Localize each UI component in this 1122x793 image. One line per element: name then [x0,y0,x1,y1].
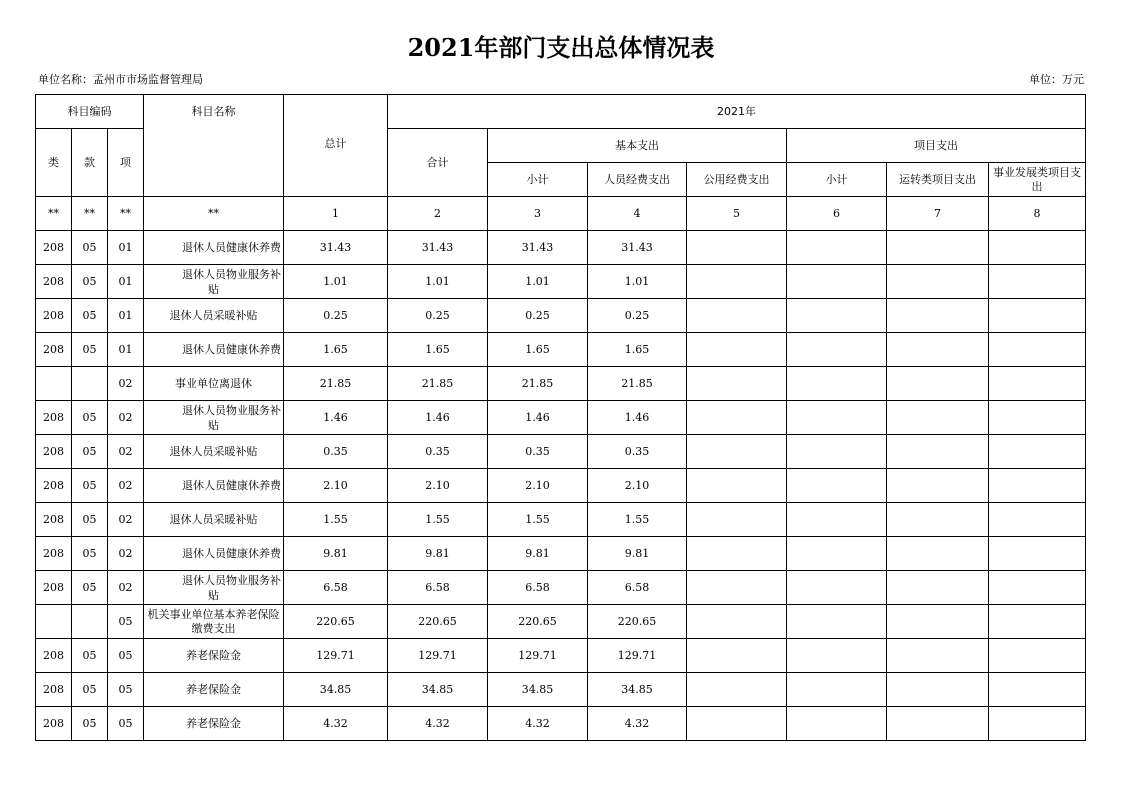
cell-lei: 208 [36,707,72,741]
cell-personnel: 0.35 [588,435,687,469]
cell-public [687,299,787,333]
cell-kuan: 05 [72,639,108,673]
cell-basic-subtotal: 2.10 [488,469,588,503]
cell-project-subtotal [787,333,887,367]
cell-subject-name [144,469,284,503]
cell-xiang: 02 [108,537,144,571]
cell-lei [36,605,72,639]
cell-lei: 208 [36,435,72,469]
cell-personnel: 129.71 [588,639,687,673]
subject-name-text: 退休人员采暖补贴 [169,308,258,322]
cell-lei: 208 [36,503,72,537]
header-basic-group: 基本支出 [488,129,787,163]
cell-xiang: 01 [108,299,144,333]
cell-project-subtotal [787,503,887,537]
cell-total: 129.71 [284,639,388,673]
cell-transfer-project [887,707,989,741]
table-row [36,673,1086,707]
cell-development-project [989,435,1086,469]
cell-public [687,605,787,639]
cell-development-project [989,571,1086,605]
cell-basic-subtotal: 1.01 [488,265,588,299]
cell-personnel: 1.01 [588,265,687,299]
cell-transfer-project [887,265,989,299]
cell-development-project [989,265,1086,299]
cell-development-project [989,537,1086,571]
header-project-subtotal: 小计 [787,163,887,197]
table-row [36,333,1086,367]
cell-kuan: 05 [72,333,108,367]
table-row [36,231,1086,265]
table-row [36,435,1086,469]
cell-total: 1.01 [284,265,388,299]
unit-name: 单位名称：孟州市市场监督管理局 [38,73,203,86]
cell-public [687,639,787,673]
cell-kuan: 05 [72,469,108,503]
cell-xiang: 01 [108,231,144,265]
index-cell: 3 [488,197,588,231]
cell-personnel: 34.85 [588,673,687,707]
cell-total: 4.32 [284,707,388,741]
header-public: 公用经费支出 [687,163,787,197]
cell-public [687,265,787,299]
cell-project-subtotal [787,605,887,639]
cell-transfer-project [887,299,989,333]
cell-heji: 1.46 [388,401,488,435]
cell-transfer-project [887,401,989,435]
cell-development-project [989,707,1086,741]
header-basic-subtotal: 小计 [488,163,588,197]
cell-xiang: 05 [108,673,144,707]
header-xiang: 项 [108,129,144,197]
subject-name-text: 退休人员物业服务补贴 [182,403,281,432]
cell-total: 21.85 [284,367,388,401]
cell-kuan: 05 [72,299,108,333]
cell-xiang: 02 [108,571,144,605]
table-row [36,469,1086,503]
cell-project-subtotal [787,401,887,435]
cell-subject-name [144,639,284,673]
expenditure-table [35,94,1086,741]
cell-lei: 208 [36,537,72,571]
cell-heji: 1.55 [388,503,488,537]
subject-name-text: 事业单位离退休 [175,376,252,390]
cell-total: 1.65 [284,333,388,367]
page-title: 2021年部门支出总体情况表 [407,33,715,62]
cell-personnel: 21.85 [588,367,687,401]
cell-kuan: 05 [72,707,108,741]
cell-total: 34.85 [284,673,388,707]
subject-name-text: 退休人员物业服务补贴 [182,573,281,602]
index-cell: 8 [989,197,1086,231]
cell-project-subtotal [787,639,887,673]
cell-public [687,367,787,401]
cell-heji: 1.65 [388,333,488,367]
cell-project-subtotal [787,367,887,401]
cell-subject-name [144,673,284,707]
cell-kuan: 05 [72,537,108,571]
cell-public [687,333,787,367]
cell-subject-name [144,707,284,741]
cell-basic-subtotal: 1.46 [488,401,588,435]
cell-development-project [989,639,1086,673]
cell-lei: 208 [36,299,72,333]
cell-basic-subtotal: 0.25 [488,299,588,333]
table-row [36,605,1086,639]
table-row [36,299,1086,333]
cell-transfer-project [887,605,989,639]
cell-public [687,503,787,537]
subject-name-text: 养老保险金 [186,682,241,696]
cell-basic-subtotal: 34.85 [488,673,588,707]
index-cell: 4 [588,197,687,231]
cell-public [687,231,787,265]
cell-public [687,435,787,469]
cell-heji: 4.32 [388,707,488,741]
cell-xiang: 05 [108,605,144,639]
cell-xiang: 02 [108,503,144,537]
cell-heji: 0.35 [388,435,488,469]
header-personnel: 人员经费支出 [588,163,687,197]
cell-subject-name [144,503,284,537]
cell-development-project [989,299,1086,333]
table-row [36,265,1086,299]
header-year-group: 2021年 [388,95,1086,129]
cell-personnel: 2.10 [588,469,687,503]
cell-lei: 208 [36,469,72,503]
cell-subject-name [144,265,284,299]
index-row [36,197,1086,231]
cell-project-subtotal [787,299,887,333]
cell-xiang: 05 [108,639,144,673]
cell-public [687,673,787,707]
cell-lei [36,367,72,401]
cell-total: 0.25 [284,299,388,333]
cell-kuan: 05 [72,435,108,469]
subject-name-text: 退休人员健康休养费 [182,479,281,492]
cell-transfer-project [887,469,989,503]
index-cell: 7 [887,197,989,231]
cell-subject-name [144,299,284,333]
cell-basic-subtotal: 21.85 [488,367,588,401]
index-cell: ** [108,197,144,231]
cell-personnel: 31.43 [588,231,687,265]
cell-total: 0.35 [284,435,388,469]
subject-name-text: 养老保险金 [186,716,241,730]
index-cell: ** [72,197,108,231]
cell-lei: 208 [36,571,72,605]
cell-project-subtotal [787,435,887,469]
table-row [36,401,1086,435]
cell-development-project [989,605,1086,639]
subject-name-text: 机关事业单位基本养老保险缴费支出 [147,607,280,635]
cell-transfer-project [887,673,989,707]
header-development-project: 事业发展类项目支出 [989,163,1086,197]
cell-xiang: 05 [108,707,144,741]
cell-xiang: 01 [108,265,144,299]
cell-transfer-project [887,435,989,469]
header-project-group: 项目支出 [787,129,1086,163]
header-subject-name: 科目名称 [144,95,284,197]
subject-name-text: 养老保险金 [186,648,241,662]
cell-heji: 9.81 [388,537,488,571]
cell-personnel: 9.81 [588,537,687,571]
cell-project-subtotal [787,673,887,707]
cell-transfer-project [887,231,989,265]
cell-transfer-project [887,537,989,571]
cell-kuan: 05 [72,571,108,605]
table-row [36,639,1086,673]
table-row [36,707,1086,741]
cell-heji: 129.71 [388,639,488,673]
subject-name-text: 退休人员健康休养费 [182,343,281,356]
cell-transfer-project [887,571,989,605]
cell-subject-name [144,537,284,571]
cell-basic-subtotal: 1.55 [488,503,588,537]
cell-project-subtotal [787,469,887,503]
cell-lei: 208 [36,401,72,435]
cell-basic-subtotal: 0.35 [488,435,588,469]
header-transfer-project: 运转类项目支出 [887,163,989,197]
cell-transfer-project [887,503,989,537]
cell-total: 1.46 [284,401,388,435]
cell-heji: 220.65 [388,605,488,639]
cell-subject-name [144,435,284,469]
cell-development-project [989,367,1086,401]
cell-subject-name [144,401,284,435]
header-total: 总计 [284,95,388,197]
table-row [36,367,1086,401]
cell-personnel: 1.65 [588,333,687,367]
cell-subject-name [144,231,284,265]
cell-lei: 208 [36,639,72,673]
table-row [36,503,1086,537]
cell-lei: 208 [36,333,72,367]
cell-basic-subtotal: 220.65 [488,605,588,639]
cell-development-project [989,401,1086,435]
header-kuan: 款 [72,129,108,197]
cell-transfer-project [887,333,989,367]
cell-heji: 21.85 [388,367,488,401]
cell-development-project [989,673,1086,707]
cell-basic-subtotal: 31.43 [488,231,588,265]
cell-personnel: 4.32 [588,707,687,741]
header-heji: 合计 [388,129,488,197]
cell-total: 220.65 [284,605,388,639]
table-row [36,571,1086,605]
cell-project-subtotal [787,231,887,265]
cell-basic-subtotal: 1.65 [488,333,588,367]
subject-name-text: 退休人员采暖补贴 [169,512,258,526]
cell-kuan [72,605,108,639]
subject-name-text: 退休人员健康休养费 [182,547,281,560]
cell-public [687,707,787,741]
cell-basic-subtotal: 9.81 [488,537,588,571]
cell-development-project [989,333,1086,367]
header-lei: 类 [36,129,72,197]
cell-personnel: 1.46 [588,401,687,435]
cell-heji: 34.85 [388,673,488,707]
cell-public [687,401,787,435]
cell-personnel: 0.25 [588,299,687,333]
cell-basic-subtotal: 4.32 [488,707,588,741]
cell-lei: 208 [36,231,72,265]
index-cell: 1 [284,197,388,231]
cell-lei: 208 [36,265,72,299]
cell-heji: 6.58 [388,571,488,605]
cell-public [687,571,787,605]
index-cell: 5 [687,197,787,231]
cell-xiang: 02 [108,469,144,503]
cell-kuan: 05 [72,401,108,435]
cell-lei: 208 [36,673,72,707]
cell-subject-name [144,333,284,367]
cell-development-project [989,231,1086,265]
cell-development-project [989,503,1086,537]
cell-public [687,537,787,571]
cell-total: 6.58 [284,571,388,605]
cell-public [687,469,787,503]
cell-subject-name [144,367,284,401]
index-cell: ** [144,197,284,231]
cell-xiang: 02 [108,401,144,435]
subject-name-text: 退休人员采暖补贴 [169,444,258,458]
cell-personnel: 1.55 [588,503,687,537]
cell-project-subtotal [787,537,887,571]
cell-project-subtotal [787,265,887,299]
cell-total: 1.55 [284,503,388,537]
cell-heji: 1.01 [388,265,488,299]
cell-xiang: 02 [108,367,144,401]
cell-transfer-project [887,639,989,673]
cell-personnel: 6.58 [588,571,687,605]
cell-heji: 0.25 [388,299,488,333]
cell-subject-name [144,605,284,639]
index-cell: 6 [787,197,887,231]
cell-project-subtotal [787,707,887,741]
table-row [36,537,1086,571]
index-cell: ** [36,197,72,231]
cell-subject-name [144,571,284,605]
cell-kuan [72,367,108,401]
cell-heji: 31.43 [388,231,488,265]
cell-total: 31.43 [284,231,388,265]
currency-unit: 单位：万元 [1029,73,1084,86]
subject-name-text: 退休人员健康休养费 [182,241,281,254]
cell-kuan: 05 [72,231,108,265]
cell-personnel: 220.65 [588,605,687,639]
index-cell: 2 [388,197,488,231]
cell-total: 2.10 [284,469,388,503]
subject-name-text: 退休人员物业服务补贴 [182,267,281,296]
cell-project-subtotal [787,571,887,605]
cell-kuan: 05 [72,673,108,707]
cell-basic-subtotal: 6.58 [488,571,588,605]
cell-kuan: 05 [72,503,108,537]
cell-heji: 2.10 [388,469,488,503]
cell-development-project [989,469,1086,503]
cell-total: 9.81 [284,537,388,571]
cell-basic-subtotal: 129.71 [488,639,588,673]
cell-transfer-project [887,367,989,401]
header-code-group: 科目编码 [36,95,144,129]
header-row-1 [36,95,1086,129]
cell-kuan: 05 [72,265,108,299]
cell-xiang: 01 [108,333,144,367]
cell-xiang: 02 [108,435,144,469]
